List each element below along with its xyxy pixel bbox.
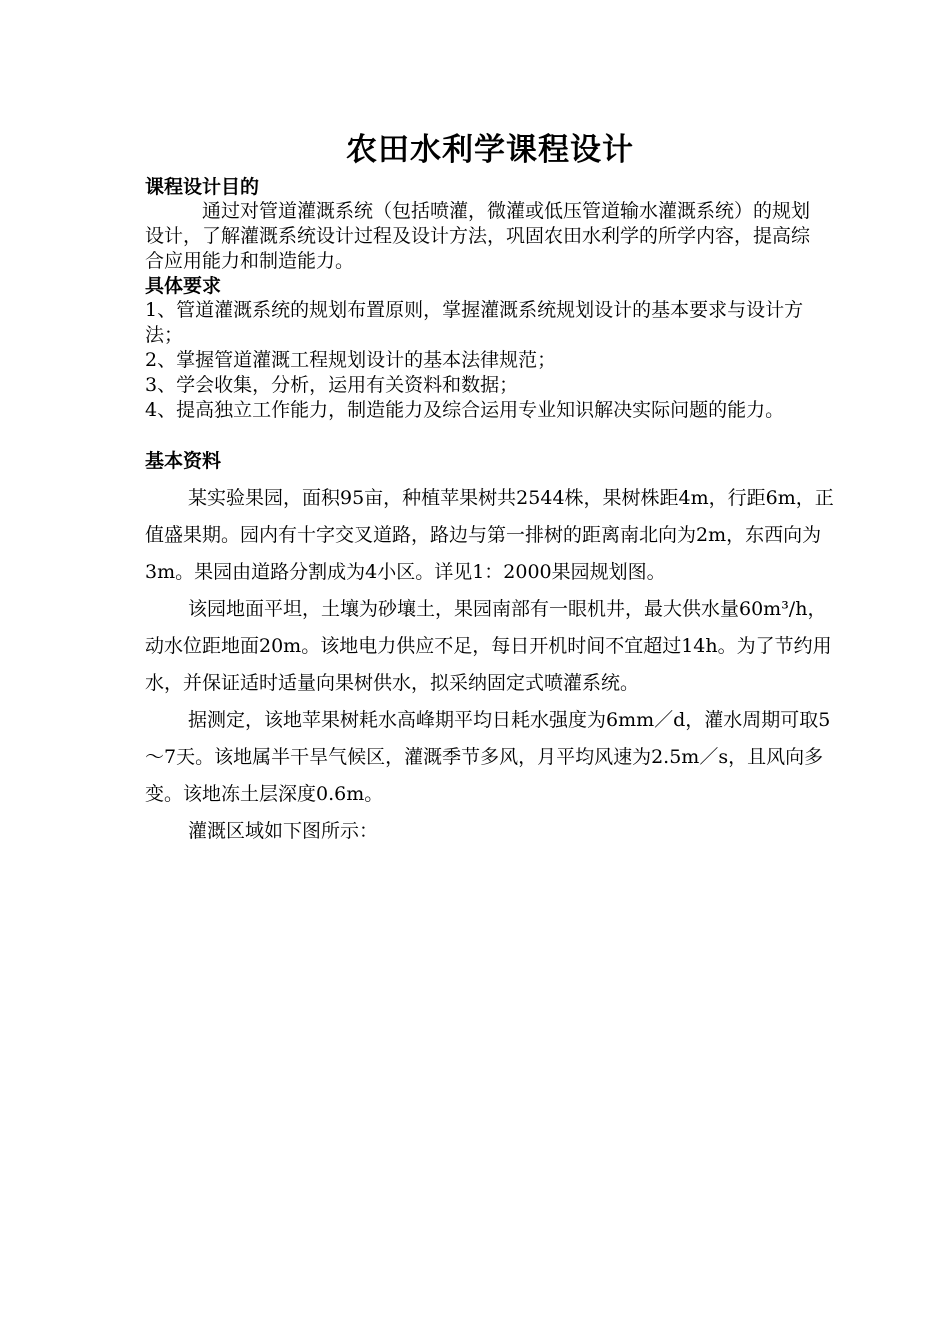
basic-info-paragraph: 某实验果园，面积95亩，种植苹果树共2544株，果树株距4m，行距6m，正值盛果期。园内有十字交叉道路，路边与第一排树的距离南北向为2m，东西向为3m。果园由道路分割成为4小区。详见1：2000果园规划图。 <box>145 487 834 583</box>
requirement-item: 4、提高独立工作能力，制造能力及综合运用专业知识解决实际问题的能力。 <box>145 399 785 421</box>
purpose-text-block <box>145 199 815 274</box>
basic-info-text-block <box>145 480 835 850</box>
requirement-item: 1、管道灌溉系统的规划布置原则，掌握灌溉系统规划设计的基本要求与设计方法； <box>145 299 804 346</box>
requirement-item: 2、掌握管道灌溉工程规划设计的基本法律规范； <box>145 349 557 371</box>
basic-info-paragraph: 该园地面平坦，土壤为砂壤土，果园南部有一眼机井，最大供水量60m³/h，动水位距地面20m。该地电力供应不足，每日开机时间不宜超过14h。为了节约用水，并保证适时适量向果树供水，拟采纳固定式喷灌系统。 <box>145 598 832 694</box>
requirement-item: 3、学会收集，分析，运用有关资料和数据； <box>145 374 519 396</box>
requirements-list <box>145 298 815 423</box>
basic-info-paragraph: 据测定，该地苹果树耗水高峰期平均日耗水强度为6mm／d，灌水周期可取5～7天。该地属半干旱气候区，灌溉季节多风，月平均风速为2.5m／s，且风向多变。该地冻土层深度0.6m。 <box>145 709 831 805</box>
page-title: 农田水利学课程设计 <box>346 132 634 168</box>
section-heading-requirements: 具体要求 <box>145 275 222 297</box>
basic-info-paragraph: 灌溉区域如下图所示： <box>188 820 379 842</box>
section-heading-purpose: 课程设计目的 <box>145 176 260 198</box>
section-heading-basic-info: 基本资料 <box>145 450 222 472</box>
purpose-paragraph: 通过对管道灌溉系统（包括喷灌，微灌或低压管道输水灌溉系统）的规划设计，了解灌溉系统设计过程及设计方法，巩固农田水利学的所学内容，提高综合应用能力和制造能力。 <box>145 200 811 272</box>
